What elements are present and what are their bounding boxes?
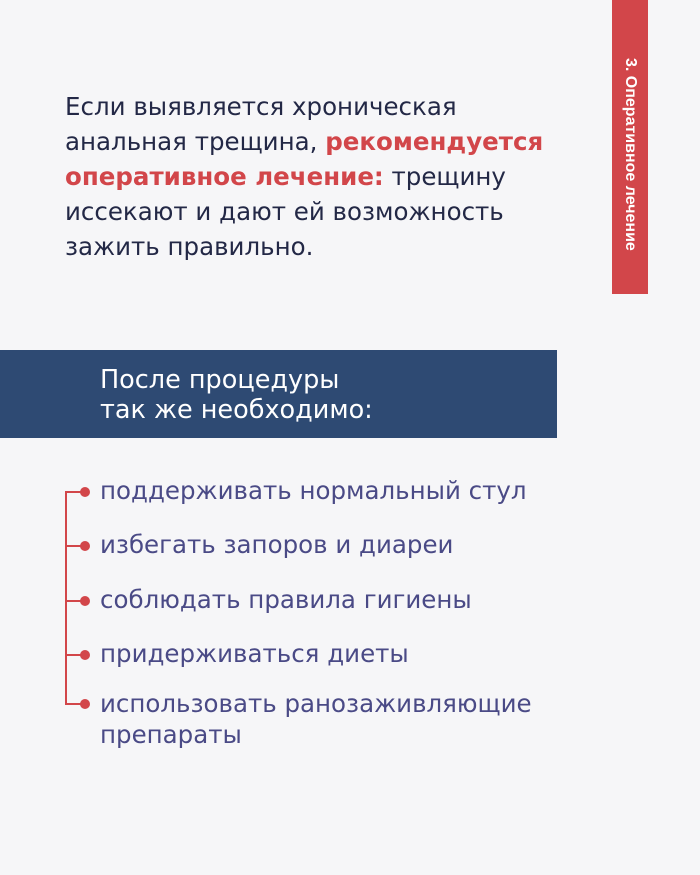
intro-highlight: рекомендуется оперативное лечение:	[65, 127, 544, 191]
bullet-icon	[80, 541, 90, 551]
intro-text-start: Если выявляется хроническая анальная трещина,	[65, 92, 457, 156]
bullet-icon	[80, 596, 90, 606]
list-bracket-line	[65, 491, 67, 704]
list-item: придерживаться диеты	[100, 639, 409, 668]
intro-text-end: трещину иссекают и дают ей возможность зажить правильно.	[65, 162, 506, 261]
banner-heading-line-1: После процедуры	[100, 365, 340, 395]
list-item: соблюдать правила гигиены	[100, 585, 472, 614]
bullet-icon	[80, 487, 90, 497]
list-item: избегать запоров и диареи	[100, 530, 454, 559]
list-item: использовать ранозаживляющие препараты	[100, 689, 532, 749]
section-tab-label: 3. Оперативное лечение	[622, 58, 639, 251]
list-item: поддерживать нормальный стул	[100, 476, 527, 505]
banner-heading-line-2: так же необходимо:	[100, 395, 373, 425]
bullet-icon	[80, 650, 90, 660]
bullet-icon	[80, 699, 90, 709]
